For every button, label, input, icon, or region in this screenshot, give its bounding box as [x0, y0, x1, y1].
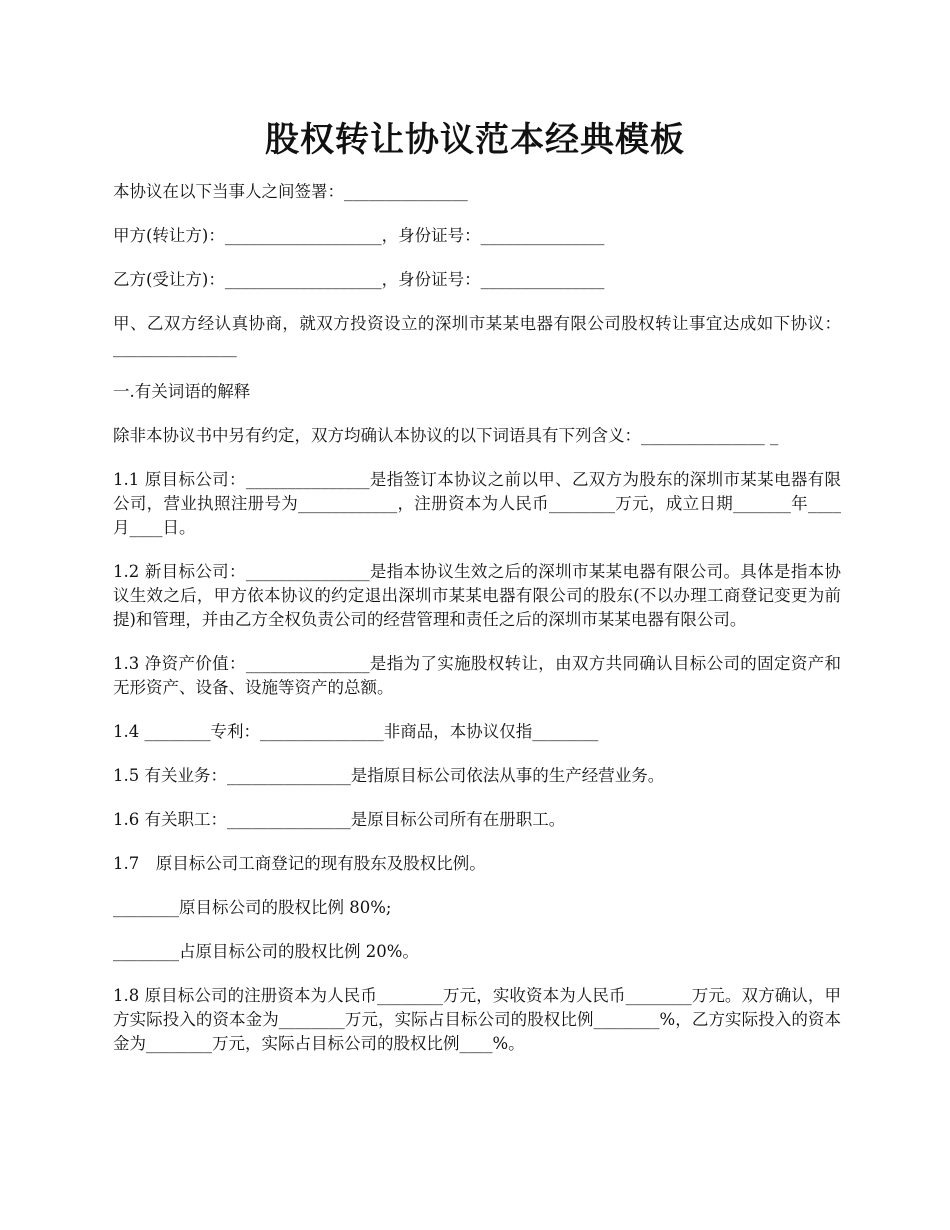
document-body — [113, 180, 841, 1076]
clause-1-7: 1.7 原目标公司工商登记的现有股东及股权比例。 — [113, 854, 486, 873]
clause-1-2: 1.2 新目标公司：_______________是指本协议生效之后的深圳市某某电器有限公司。具体是指本协议生效之后，甲方依本协议的约定退出深圳市某某电器有限公司的股东(不以办理工商登记变更为前提)和管理，并由乙方全权负责公司的经营管理和责任之后的深圳市某某电器有限公司。 — [113, 562, 841, 629]
shareholder-line-1: ________原目标公司的股权比例 80%; — [113, 898, 392, 917]
clause-1-8: 1.8 原目标公司的注册资本为人民币________万元，实收资本为人民币________万元。双方确认，甲方实际投入的资本金为________万元，实际占目标公司的股权比例________%，乙方实际投入的资本金为________万元，实际占目标公司的股权比例____%。 — [113, 986, 841, 1053]
paragraph-preamble: 甲、乙双方经认真协商，就双方投资设立的深圳市某某电器有限公司股权转让事宜达成如下协议：_______________ — [113, 314, 841, 357]
shareholder-line-2: ________占原目标公司的股权比例 20%。 — [113, 942, 419, 961]
paragraph-definitions-intro: 除非本协议书中另有约定，双方均确认本协议的以下词语具有下列含义：_______________ _ — [113, 426, 779, 445]
clause-1-3: 1.3 净资产价值：_______________是指为了实施股权转让，由双方共同确认目标公司的固定资产和无形资产、设备、设施等资产的总额。 — [113, 654, 841, 697]
section-heading-definitions: 一.有关词语的解释 — [113, 382, 251, 401]
clause-1-1: 1.1 原目标公司：_______________是指签订本协议之前以甲、乙双方为股东的深圳市某某电器有限公司，营业执照注册号为____________，注册资本为人民币________万元，成立日期_______年____月____日。 — [113, 470, 841, 537]
clause-1-4: 1.4 ________专利：_______________非商品，本协议仅指________ — [113, 722, 599, 741]
paragraph-signing-parties: 本协议在以下当事人之间签署：_______________ — [113, 182, 468, 201]
paragraph-party-a: 甲方(转让方)：___________________，身份证号：_______________ — [113, 226, 605, 245]
clause-1-6: 1.6 有关职工：_______________是原目标公司所有在册职工。 — [113, 810, 566, 829]
document-title: 股权转让协议范本经典模板 — [265, 120, 685, 160]
paragraph-party-b: 乙方(受让方)：___________________，身份证号：_______________ — [113, 270, 605, 289]
clause-1-5: 1.5 有关业务：_______________是指原目标公司依法从事的生产经营业务。 — [113, 766, 665, 785]
